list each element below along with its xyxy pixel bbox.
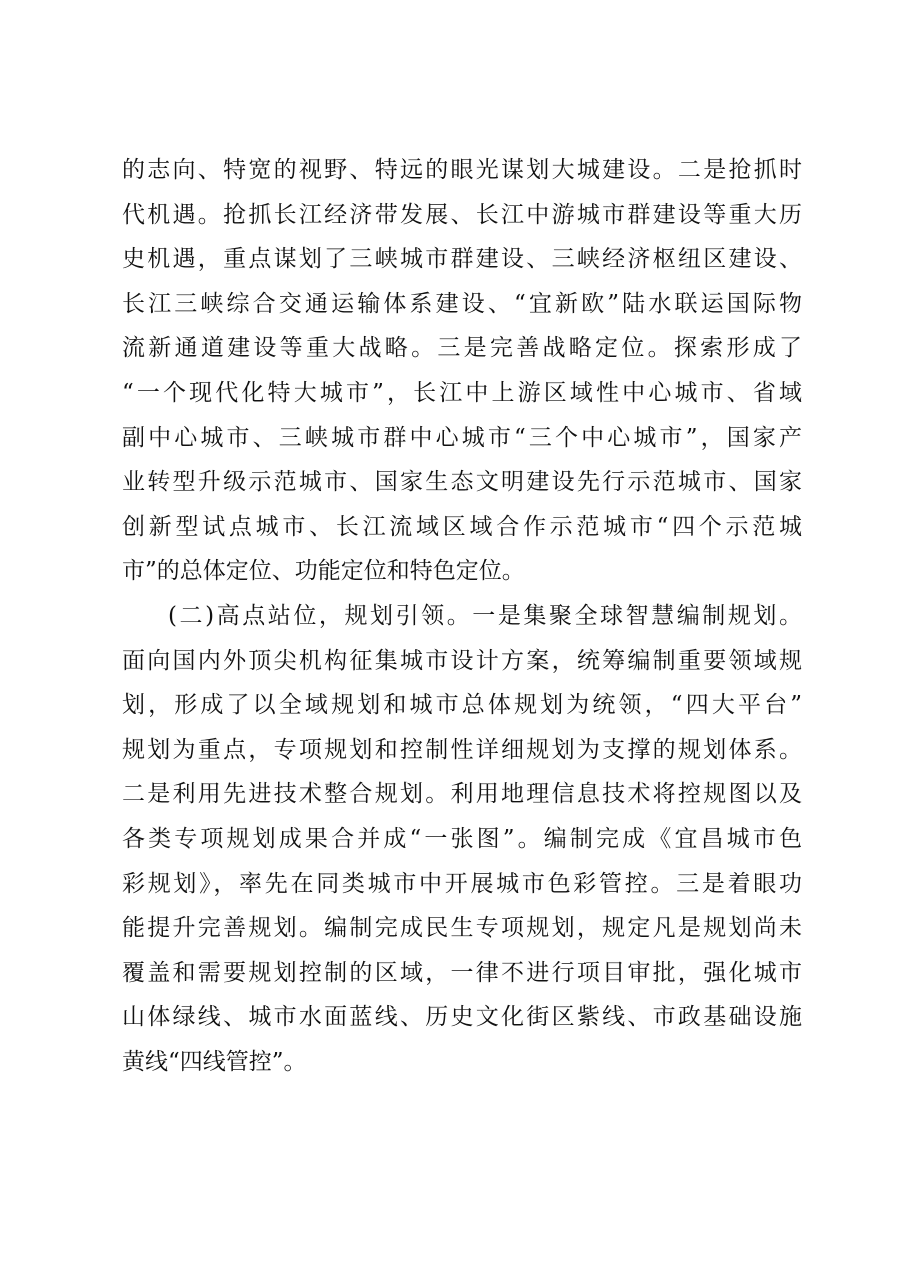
text-line: 二是利用先进技术整合规划。利用地理信息技术将控规图以及	[122, 781, 802, 808]
text-line: 代机遇。抢抓长江经济带发展、长江中游城市群建设等重大历	[122, 201, 802, 228]
text-line: 覆盖和需要规划控制的区域，一律不进行项目审批，强化城市	[122, 959, 802, 986]
text-line: 业转型升级示范城市、国家生态文明建设先行示范城市、国家	[122, 469, 802, 496]
text-line: 山体绿线、城市水面蓝线、历史文化街区紫线、市政基础设施	[122, 1004, 802, 1031]
text-line: 规划为重点，专项规划和控制性详细规划为支撑的规划体系。	[122, 736, 802, 763]
text-line: 面向国内外顶尖机构征集城市设计方案，统筹编制重要领域规	[122, 647, 802, 674]
text-line: 能提升完善规划。编制完成民生专项规划，规定凡是规划尚未	[122, 915, 802, 942]
text-line: 流新通道建设等重大战略。三是完善战略定位。探索形成了	[122, 335, 802, 362]
text-line: 划，形成了以全域规划和城市总体规划为统领，“四大平台”	[122, 692, 802, 719]
text-line: 彩规划》，率先在同类城市中开展城市色彩管控。三是着眼功	[122, 870, 802, 897]
paragraph-section-2	[122, 602, 802, 1093]
section-heading-line: (二)高点站位，规划引领。一是集聚全球智慧编制规划。	[168, 603, 802, 629]
text-line: 长江三峡综合交通运输体系建设、“宜新欧”陆水联运国际物	[122, 290, 802, 317]
text-line: 史机遇，重点谋划了三峡城市群建设、三峡经济枢纽区建设、	[122, 246, 802, 273]
text-line: 黄线“四线管控”。	[122, 1048, 307, 1075]
text-line: “一个现代化特大城市”，长江中上游区域性中心城市、省域	[122, 379, 802, 406]
text-line: 市”的总体定位、功能定位和特色定位。	[122, 558, 525, 585]
text-line: 副中心城市、三峡城市群中心城市“三个中心城市”，国家产	[122, 424, 802, 451]
paragraph-continued	[122, 156, 802, 602]
text-line: 各类专项规划成果合并成“一张图”。编制完成《宜昌城市色	[122, 825, 802, 852]
text-line: 的志向、特宽的视野、特远的眼光谋划大城建设。二是抢抓时	[122, 157, 802, 183]
text-line: 创新型试点城市、长江流域区域合作示范城市“四个示范城	[122, 513, 802, 540]
